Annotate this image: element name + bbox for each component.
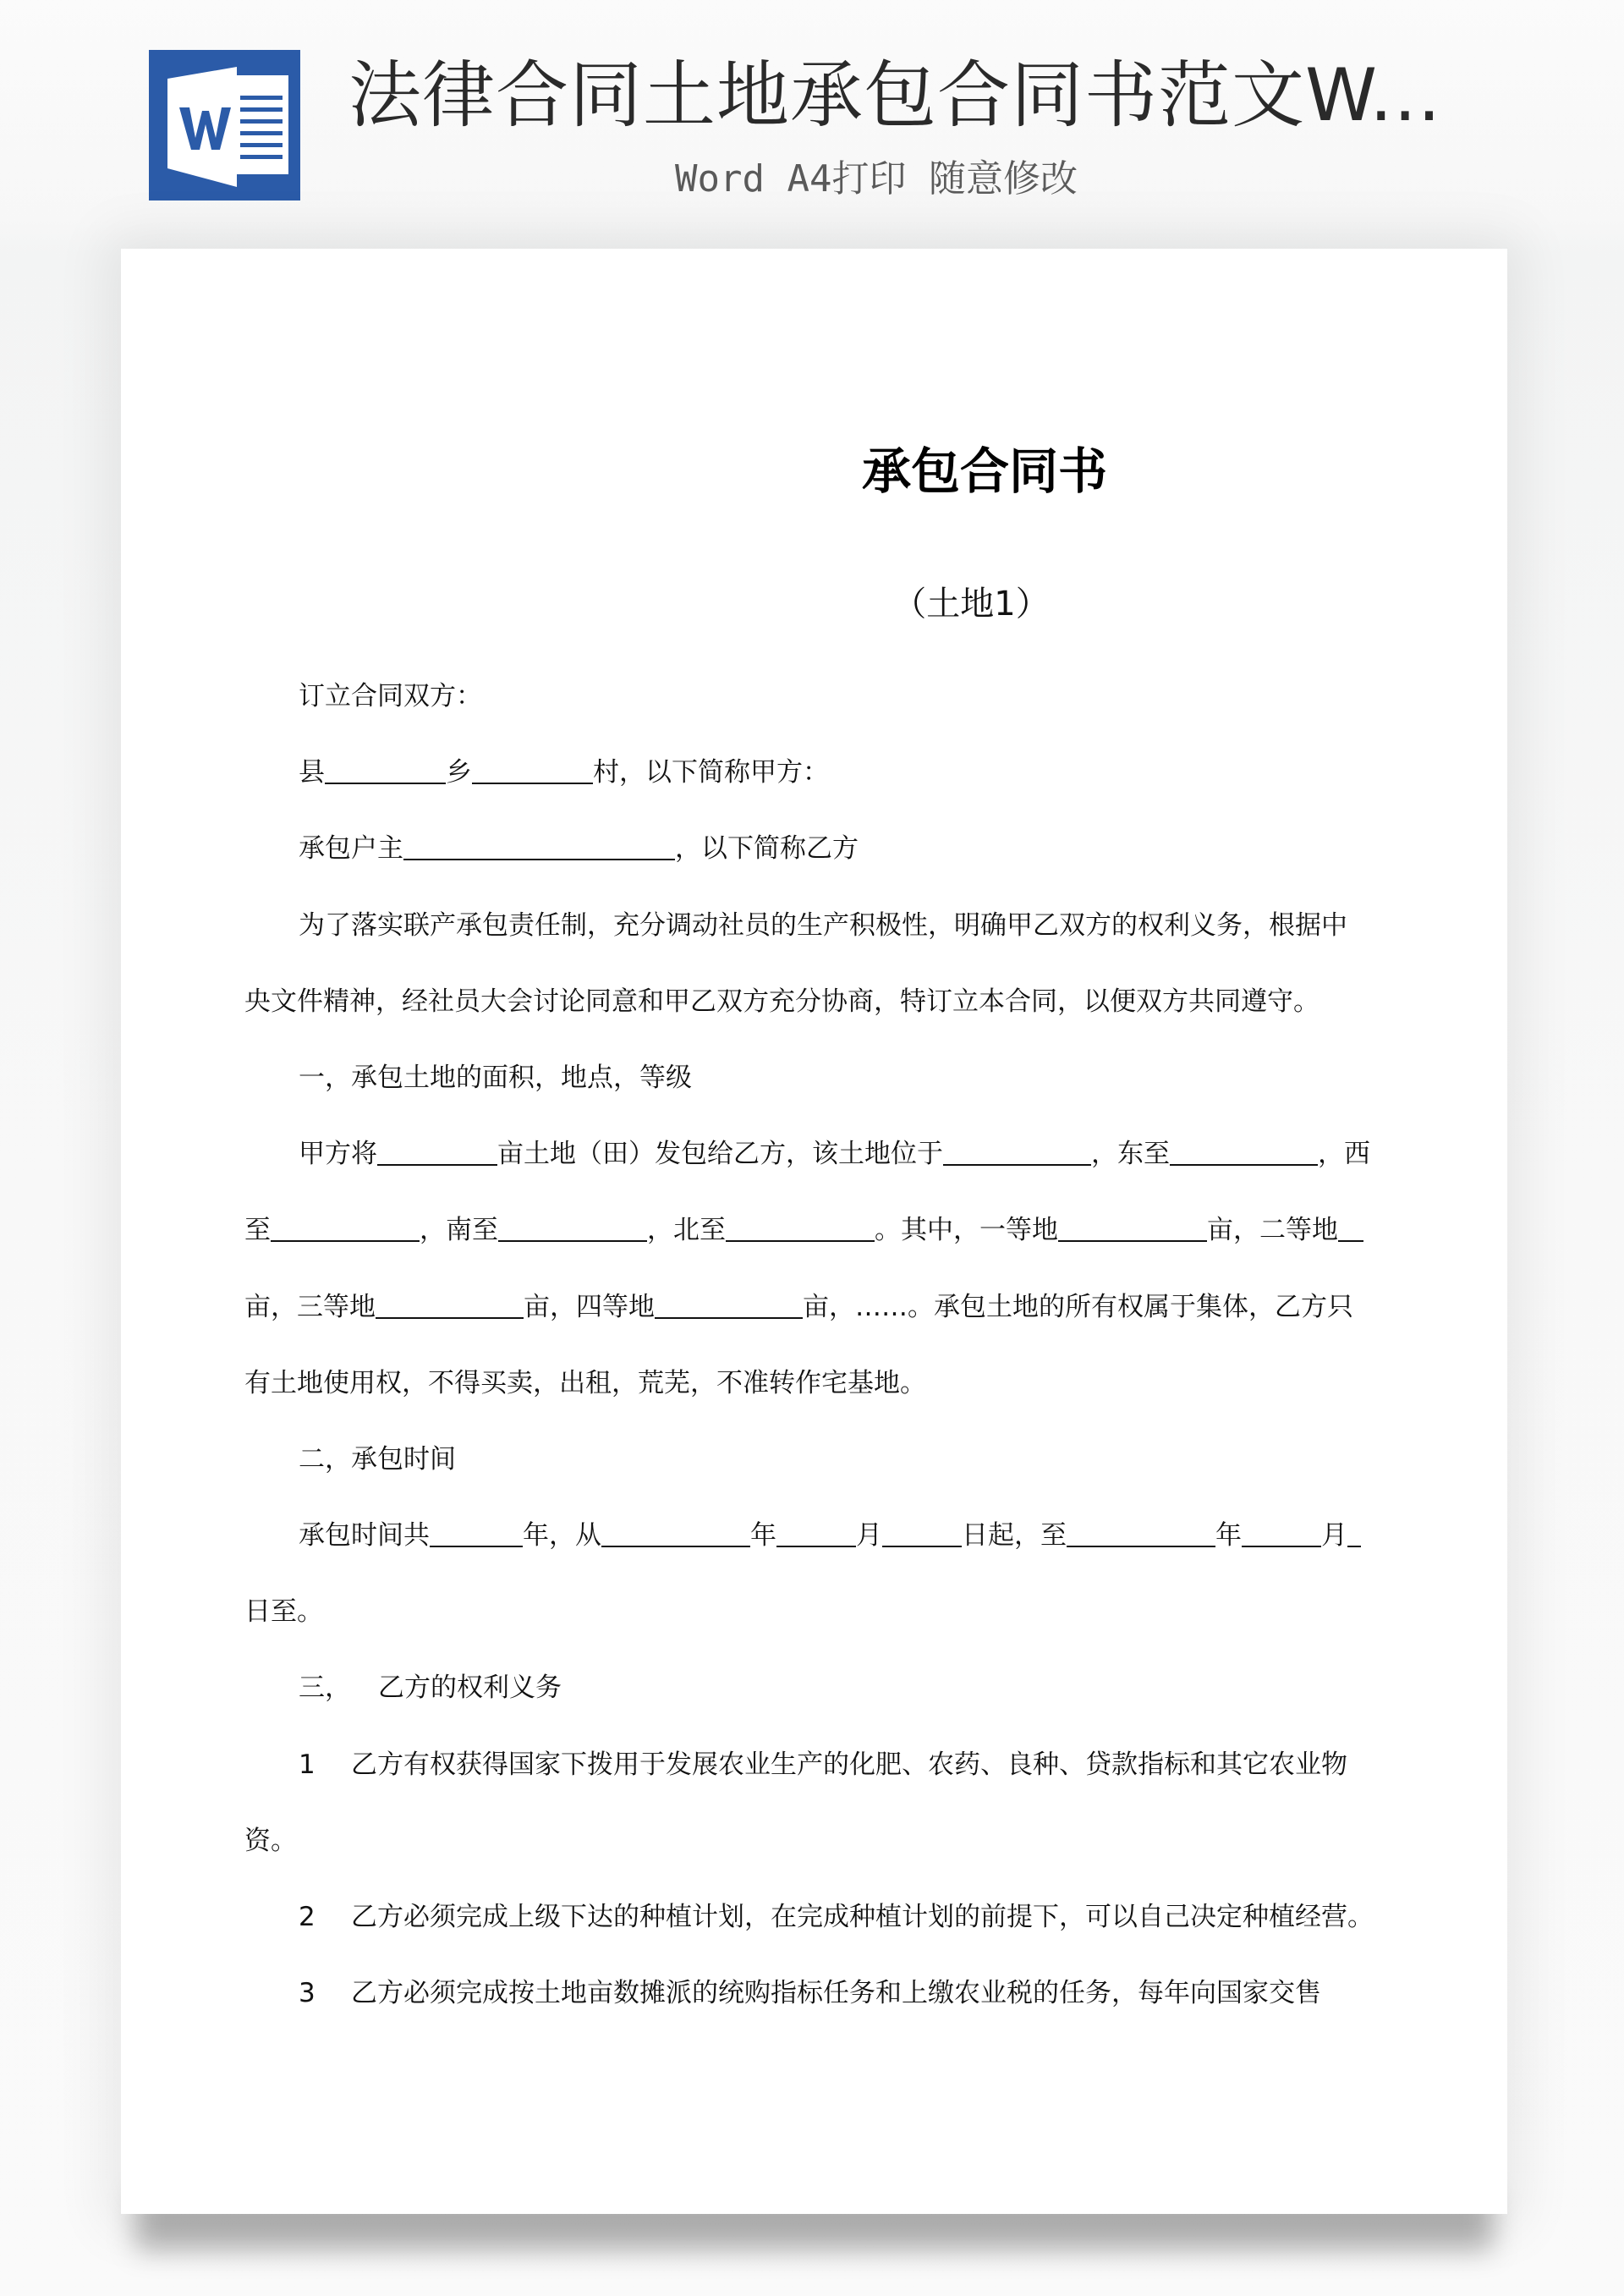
contractor-name-blank[interactable]: [403, 833, 675, 860]
paragraph-party-b: [244, 810, 1385, 887]
text: 亩，三等地: [244, 1291, 376, 1322]
text: ，南至: [420, 1215, 498, 1246]
clause-number: 2: [299, 1902, 315, 1932]
text: 甲方将: [299, 1139, 377, 1170]
text: 为了落实联产承包责任制，充分调动社员的生产积极性，明确甲乙双方的权利义务，根据中: [299, 909, 1347, 941]
text: ，东至: [1091, 1139, 1170, 1170]
end-year-blank[interactable]: [1067, 1520, 1215, 1547]
text: 日至。: [244, 1596, 323, 1628]
text: ，北至: [647, 1215, 726, 1246]
end-month-blank[interactable]: [1242, 1520, 1321, 1547]
text: 至: [244, 1215, 271, 1246]
text: 县: [299, 757, 325, 788]
paragraph-preamble-1: [244, 887, 1385, 964]
paragraph-term-1: [244, 1497, 1385, 1574]
grade-3-blank[interactable]: [376, 1292, 524, 1319]
text: 乙方必须完成上级下达的种植计划，在完成种植计划的前提下，可以自己决定种植经营。: [351, 1902, 1374, 1932]
text: 央文件精神，经社员大会讨论同意和甲乙双方充分协商，特订立本合同，以便双方共同遵守。: [244, 986, 1320, 1017]
contract-title: 承包合同书: [861, 442, 1107, 500]
clause-number: 1: [299, 1749, 315, 1780]
text: 亩土地（田）发包给乙方，该土地位于: [497, 1139, 943, 1170]
grade-1-blank[interactable]: [1058, 1215, 1207, 1242]
text: 。其中，一等地: [875, 1215, 1058, 1246]
paragraph-land-1: [244, 1116, 1385, 1192]
section-heading-2: [244, 1421, 1385, 1497]
north-boundary-blank[interactable]: [726, 1215, 875, 1242]
text: ，西: [1318, 1139, 1370, 1170]
text: 乡: [446, 757, 472, 788]
clause-1: [244, 1727, 1385, 1803]
text: 二，承包时间: [299, 1443, 456, 1475]
paragraph-term-2: [244, 1574, 1385, 1650]
clause-2: [244, 1879, 1385, 1955]
end-day-blank[interactable]: [1347, 1520, 1361, 1547]
east-boundary-blank[interactable]: [1170, 1139, 1318, 1166]
text: 月: [1321, 1520, 1347, 1552]
section-heading-3: [244, 1650, 1385, 1726]
township-blank[interactable]: [472, 757, 593, 784]
text: 亩，四等地: [524, 1291, 655, 1322]
paragraph-land-4: [244, 1345, 1385, 1421]
text: 亩，二等地: [1207, 1215, 1338, 1246]
text: 乙方的权利义务: [378, 1673, 562, 1704]
term-years-blank[interactable]: [430, 1520, 523, 1547]
paragraph-parties: [244, 658, 1385, 734]
grade-4-blank[interactable]: [655, 1292, 803, 1319]
start-month-blank[interactable]: [776, 1520, 856, 1547]
paragraph-preamble-2: [244, 964, 1385, 1040]
text: 订立合同双方：: [299, 681, 482, 711]
section-heading-1: [244, 1040, 1385, 1116]
text: 年: [750, 1520, 776, 1552]
text: 资。: [244, 1825, 297, 1856]
area-blank[interactable]: [377, 1139, 497, 1166]
county-blank[interactable]: [325, 757, 446, 784]
text: 乙方有权获得国家下拨用于发展农业生产的化肥、农药、良种、贷款指标和其它农业物: [351, 1749, 1347, 1780]
paragraph-land-2: [244, 1192, 1385, 1268]
text: 年，从: [523, 1520, 601, 1552]
text: 一，承包土地的面积，地点，等级: [299, 1062, 692, 1093]
text: ，以下简称乙方: [675, 833, 859, 865]
paragraph-party-a: [244, 734, 1385, 810]
document-file-subtitle: Word A4打印 随意修改: [675, 157, 1078, 200]
clause-1-continued: [244, 1803, 1385, 1879]
start-year-blank[interactable]: [601, 1520, 750, 1547]
document-file-title: 法律合同土地承包合同书范文W...: [348, 53, 1442, 138]
grade-2-blank[interactable]: [1338, 1215, 1363, 1242]
west-boundary-blank[interactable]: [271, 1215, 420, 1242]
document-page: [121, 249, 1507, 2214]
start-day-blank[interactable]: [882, 1520, 962, 1547]
clause-3: [244, 1955, 1385, 2031]
paragraph-land-3: [244, 1269, 1385, 1345]
text: 乙方必须完成按土地亩数摊派的统购指标任务和上缴农业税的任务，每年向国家交售: [351, 1978, 1321, 2009]
location-blank[interactable]: [943, 1139, 1091, 1166]
text: 承包时间共: [299, 1520, 430, 1552]
text: 年: [1215, 1520, 1242, 1552]
text: 月: [856, 1520, 882, 1552]
text: 村，以下简称甲方：: [593, 757, 829, 788]
section-number: 三，: [299, 1673, 351, 1704]
south-boundary-blank[interactable]: [498, 1215, 647, 1242]
text: 有土地使用权，不得买卖，出租，荒芜，不准转作宅基地。: [244, 1367, 926, 1398]
contract-subtitle: （土地1）: [892, 585, 1050, 623]
contract-body: [244, 658, 1385, 2031]
text: 承包户主: [299, 833, 403, 865]
clause-number: 3: [299, 1978, 315, 2009]
text: 亩，……。承包土地的所有权属于集体，乙方只: [803, 1291, 1353, 1322]
text: 日起，至: [962, 1520, 1067, 1552]
